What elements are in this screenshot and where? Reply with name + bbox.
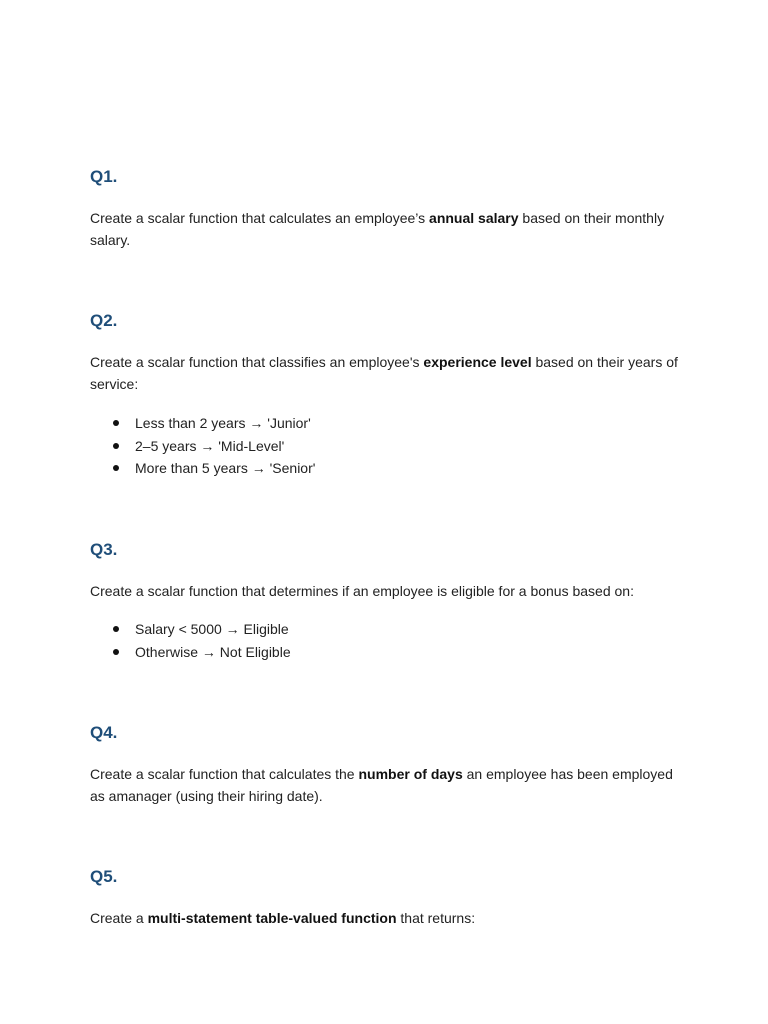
question-heading-q4: Q4.: [90, 723, 118, 742]
q1-bold-term: annual salary: [429, 210, 519, 226]
q5-bold-term: multi-statement table-valued function: [147, 910, 397, 926]
q1-text-after: based on their monthly salary.: [90, 210, 665, 248]
list-item: [90, 435, 315, 458]
q4-bold-term: number of days: [358, 766, 463, 782]
bullet-list-q2: [90, 412, 315, 480]
bullet-list-q3: [90, 618, 291, 663]
q5-text-after: that returns:: [396, 910, 476, 926]
list-item: [90, 457, 315, 480]
bullet-dot-icon: [113, 420, 119, 426]
q4-text-before: Create a scalar function that calculates the: [90, 766, 359, 782]
question-heading-q3: Q3.: [90, 540, 118, 559]
q5-text-before: Create a: [90, 910, 148, 926]
list-item-text: Salary < 5000 → Eligible: [135, 621, 289, 637]
question-heading-q1: Q1.: [90, 167, 118, 186]
bullet-dot-icon: [113, 649, 119, 655]
list-item: [90, 412, 315, 435]
list-item-text: 2–5 years → 'Mid-Level': [135, 437, 285, 454]
q2-bold-term: experience level: [423, 354, 532, 370]
q4-text-after: an employee has been employed as amanager (using their hiring date).: [90, 766, 673, 804]
q2-text-after: based on their years of service:: [90, 354, 678, 392]
question-heading-q2: Q2.: [90, 311, 118, 330]
list-item-text: Less than 2 years → 'Junior': [135, 415, 311, 431]
list-item: [90, 641, 291, 664]
bullet-dot-icon: [113, 465, 119, 471]
question-heading-q5: Q5.: [90, 867, 118, 886]
list-item: [90, 618, 291, 641]
question-text-q1: [90, 207, 680, 251]
question-text-q5: [90, 907, 680, 929]
question-text-q4: [90, 763, 680, 807]
q2-text-before: Create a scalar function that classifies an employee's: [90, 354, 424, 370]
q1-text-before: Create a scalar function that calculates an employee’s: [90, 210, 430, 226]
question-text-q3: Create a scalar function that determines if an employee is eligible for a bonus based on:: [90, 583, 634, 599]
bullet-dot-icon: [113, 443, 119, 449]
list-item-text: Otherwise → Not Eligible: [135, 643, 291, 660]
list-item-text: More than 5 years → 'Senior': [135, 460, 316, 476]
question-text-q2: [90, 351, 680, 395]
bullet-dot-icon: [113, 626, 119, 632]
